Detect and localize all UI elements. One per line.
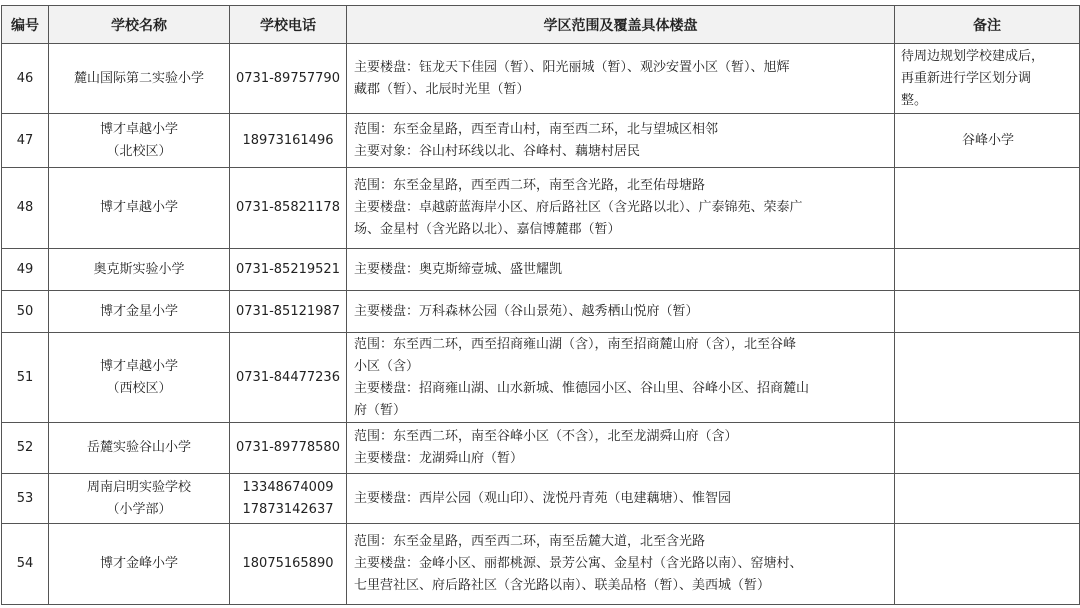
range-line: 主要楼盘：万科森林公园（谷山景苑）、越秀栖山悦府（暂） bbox=[354, 303, 699, 319]
range-line: 藏郡（暂）、北辰时光里（暂） bbox=[354, 81, 530, 97]
school-phone bbox=[230, 333, 347, 423]
district-range bbox=[347, 474, 895, 524]
remarks-line: 谷峰小学 bbox=[961, 132, 1014, 148]
remarks bbox=[895, 333, 1080, 423]
school-phone bbox=[230, 168, 347, 249]
school-name bbox=[49, 249, 230, 291]
school-name bbox=[49, 291, 230, 333]
row-number: 46 bbox=[2, 44, 49, 114]
phone-line: 0731-85219521 bbox=[236, 261, 340, 277]
table-row bbox=[2, 249, 1080, 291]
range-line: 府（暂） bbox=[354, 402, 407, 418]
table-row bbox=[2, 333, 1080, 423]
school-name bbox=[49, 114, 230, 168]
header-row bbox=[2, 6, 1080, 44]
range-line: 主要对象：谷山村环线以北、谷峰村、藕塘村居民 bbox=[354, 143, 641, 159]
table-row bbox=[2, 114, 1080, 168]
range-line: 主要楼盘：奥克斯缔壹城、盛世耀凯 bbox=[354, 261, 563, 277]
phone-line: 0731-84477236 bbox=[236, 369, 340, 385]
range-line: 七里营社区、府后路社区（含光路以南）、联美品格（暂）、美西城（暂） bbox=[354, 578, 771, 593]
header-number: 编号 bbox=[2, 6, 49, 44]
table-row bbox=[2, 524, 1080, 605]
school-phone bbox=[230, 114, 347, 168]
school-name bbox=[49, 333, 230, 423]
phone-line: 17873142637 bbox=[242, 501, 334, 517]
school-name-line: （北校区） bbox=[106, 143, 172, 159]
district-range bbox=[347, 44, 895, 114]
remarks bbox=[895, 249, 1080, 291]
school-name-line: 奥克斯实验小学 bbox=[93, 261, 185, 277]
school-name bbox=[49, 524, 230, 605]
school-name bbox=[49, 474, 230, 524]
remarks bbox=[895, 168, 1080, 249]
range-line: 范围：东至金星路，西至西二环，南至含光路，北至佑母塘路 bbox=[354, 178, 706, 193]
district-range bbox=[347, 333, 895, 423]
table-row bbox=[2, 474, 1080, 524]
row-number: 49 bbox=[2, 249, 49, 291]
range-line: 范围：东至西二环，西至招商雍山湖（含），南至招商麓山府（含），北至谷峰 bbox=[354, 336, 797, 352]
school-name-line: 麓山国际第二实验小学 bbox=[73, 70, 204, 86]
school-phone bbox=[230, 44, 347, 114]
table-row bbox=[2, 291, 1080, 333]
school-name-line: 岳麓实验谷山小学 bbox=[86, 440, 191, 455]
row-number: 50 bbox=[2, 291, 49, 333]
remarks-line: 整。 bbox=[901, 92, 928, 108]
district-range bbox=[347, 114, 895, 168]
school-district-table bbox=[1, 5, 1080, 605]
district-range bbox=[347, 291, 895, 333]
header-school-name: 学校名称 bbox=[49, 6, 230, 44]
school-phone bbox=[230, 474, 347, 524]
district-range bbox=[347, 168, 895, 249]
school-phone bbox=[230, 249, 347, 291]
district-range bbox=[347, 249, 895, 291]
range-line: 主要楼盘：西岸公园（观山印）、泷悦丹青苑（电建藕塘）、惟智园 bbox=[354, 490, 732, 506]
remarks bbox=[895, 524, 1080, 605]
remarks bbox=[895, 44, 1080, 114]
range-line: 主要楼盘：金峰小区、丽都桃源、景芳公寓、金星村（含光路以南）、窑塘村、 bbox=[354, 556, 803, 571]
table-row bbox=[2, 168, 1080, 249]
school-name-line: 博才卓越小学 bbox=[99, 200, 178, 215]
remarks-line: 再重新进行学区划分调 bbox=[901, 70, 1032, 86]
range-line: 主要楼盘：钰龙天下佳园（暂）、阳光丽城（暂）、观沙安置小区（暂）、旭辉 bbox=[354, 59, 790, 75]
header-district-range: 学区范围及覆盖具体楼盘 bbox=[347, 6, 895, 44]
school-name-line: 博才金星小学 bbox=[99, 303, 178, 319]
row-number: 52 bbox=[2, 423, 49, 474]
school-name-line: 周南启明实验学校 bbox=[86, 479, 191, 495]
range-line: 场、金星村（含光路以北）、嘉信博麓郡（暂） bbox=[354, 222, 621, 237]
remarks bbox=[895, 114, 1080, 168]
row-number: 53 bbox=[2, 474, 49, 524]
district-range bbox=[347, 524, 895, 605]
range-line: 范围：东至金星路，西至青山村，南至西二环，北与望城区相邻 bbox=[354, 121, 719, 137]
range-line: 范围：东至西二环，南至谷峰小区（不含），北至龙湖舜山府（含） bbox=[354, 429, 738, 444]
school-name-line: 博才卓越小学 bbox=[99, 121, 178, 137]
phone-line: 18973161496 bbox=[242, 132, 334, 148]
range-line: 主要楼盘：卓越蔚蓝海岸小区、府后路社区（含光路以北）、广泰锦苑、荣泰广 bbox=[354, 200, 803, 215]
row-number: 51 bbox=[2, 333, 49, 423]
range-line: 范围：东至金星路，西至西二环，南至岳麓大道，北至含光路 bbox=[354, 534, 706, 549]
range-line: 主要楼盘：招商雍山湖、山水新城、惟德园小区、谷山里、谷峰小区、招商麓山 bbox=[354, 380, 810, 396]
row-number: 54 bbox=[2, 524, 49, 605]
table-row bbox=[2, 44, 1080, 114]
range-line: 主要楼盘：龙湖舜山府（暂） bbox=[354, 451, 524, 466]
school-name bbox=[49, 423, 230, 474]
school-name-line: 博才金峰小学 bbox=[99, 556, 178, 571]
phone-line: 0731-85121987 bbox=[236, 303, 340, 319]
row-number: 47 bbox=[2, 114, 49, 168]
school-name-line: （西校区） bbox=[106, 380, 172, 396]
phone-line: 18075165890 bbox=[242, 556, 334, 571]
remarks bbox=[895, 474, 1080, 524]
school-name-line: 博才卓越小学 bbox=[99, 358, 178, 374]
header-school-phone: 学校电话 bbox=[230, 6, 347, 44]
school-name bbox=[49, 168, 230, 249]
phone-line: 0731-85821178 bbox=[236, 200, 340, 215]
remarks bbox=[895, 291, 1080, 333]
remarks bbox=[895, 423, 1080, 474]
phone-line: 13348674009 bbox=[242, 479, 334, 495]
school-phone bbox=[230, 291, 347, 333]
school-phone bbox=[230, 524, 347, 605]
district-range bbox=[347, 423, 895, 474]
school-name bbox=[49, 44, 230, 114]
row-number: 48 bbox=[2, 168, 49, 249]
remarks-line: 待周边规划学校建成后， bbox=[901, 48, 1045, 64]
range-line: 小区（含） bbox=[354, 358, 420, 374]
phone-line: 0731-89757790 bbox=[236, 70, 340, 86]
header-remarks: 备注 bbox=[895, 6, 1080, 44]
phone-line: 0731-89778580 bbox=[236, 440, 340, 455]
table-row bbox=[2, 423, 1080, 474]
school-name-line: （小学部） bbox=[106, 501, 172, 517]
school-phone bbox=[230, 423, 347, 474]
